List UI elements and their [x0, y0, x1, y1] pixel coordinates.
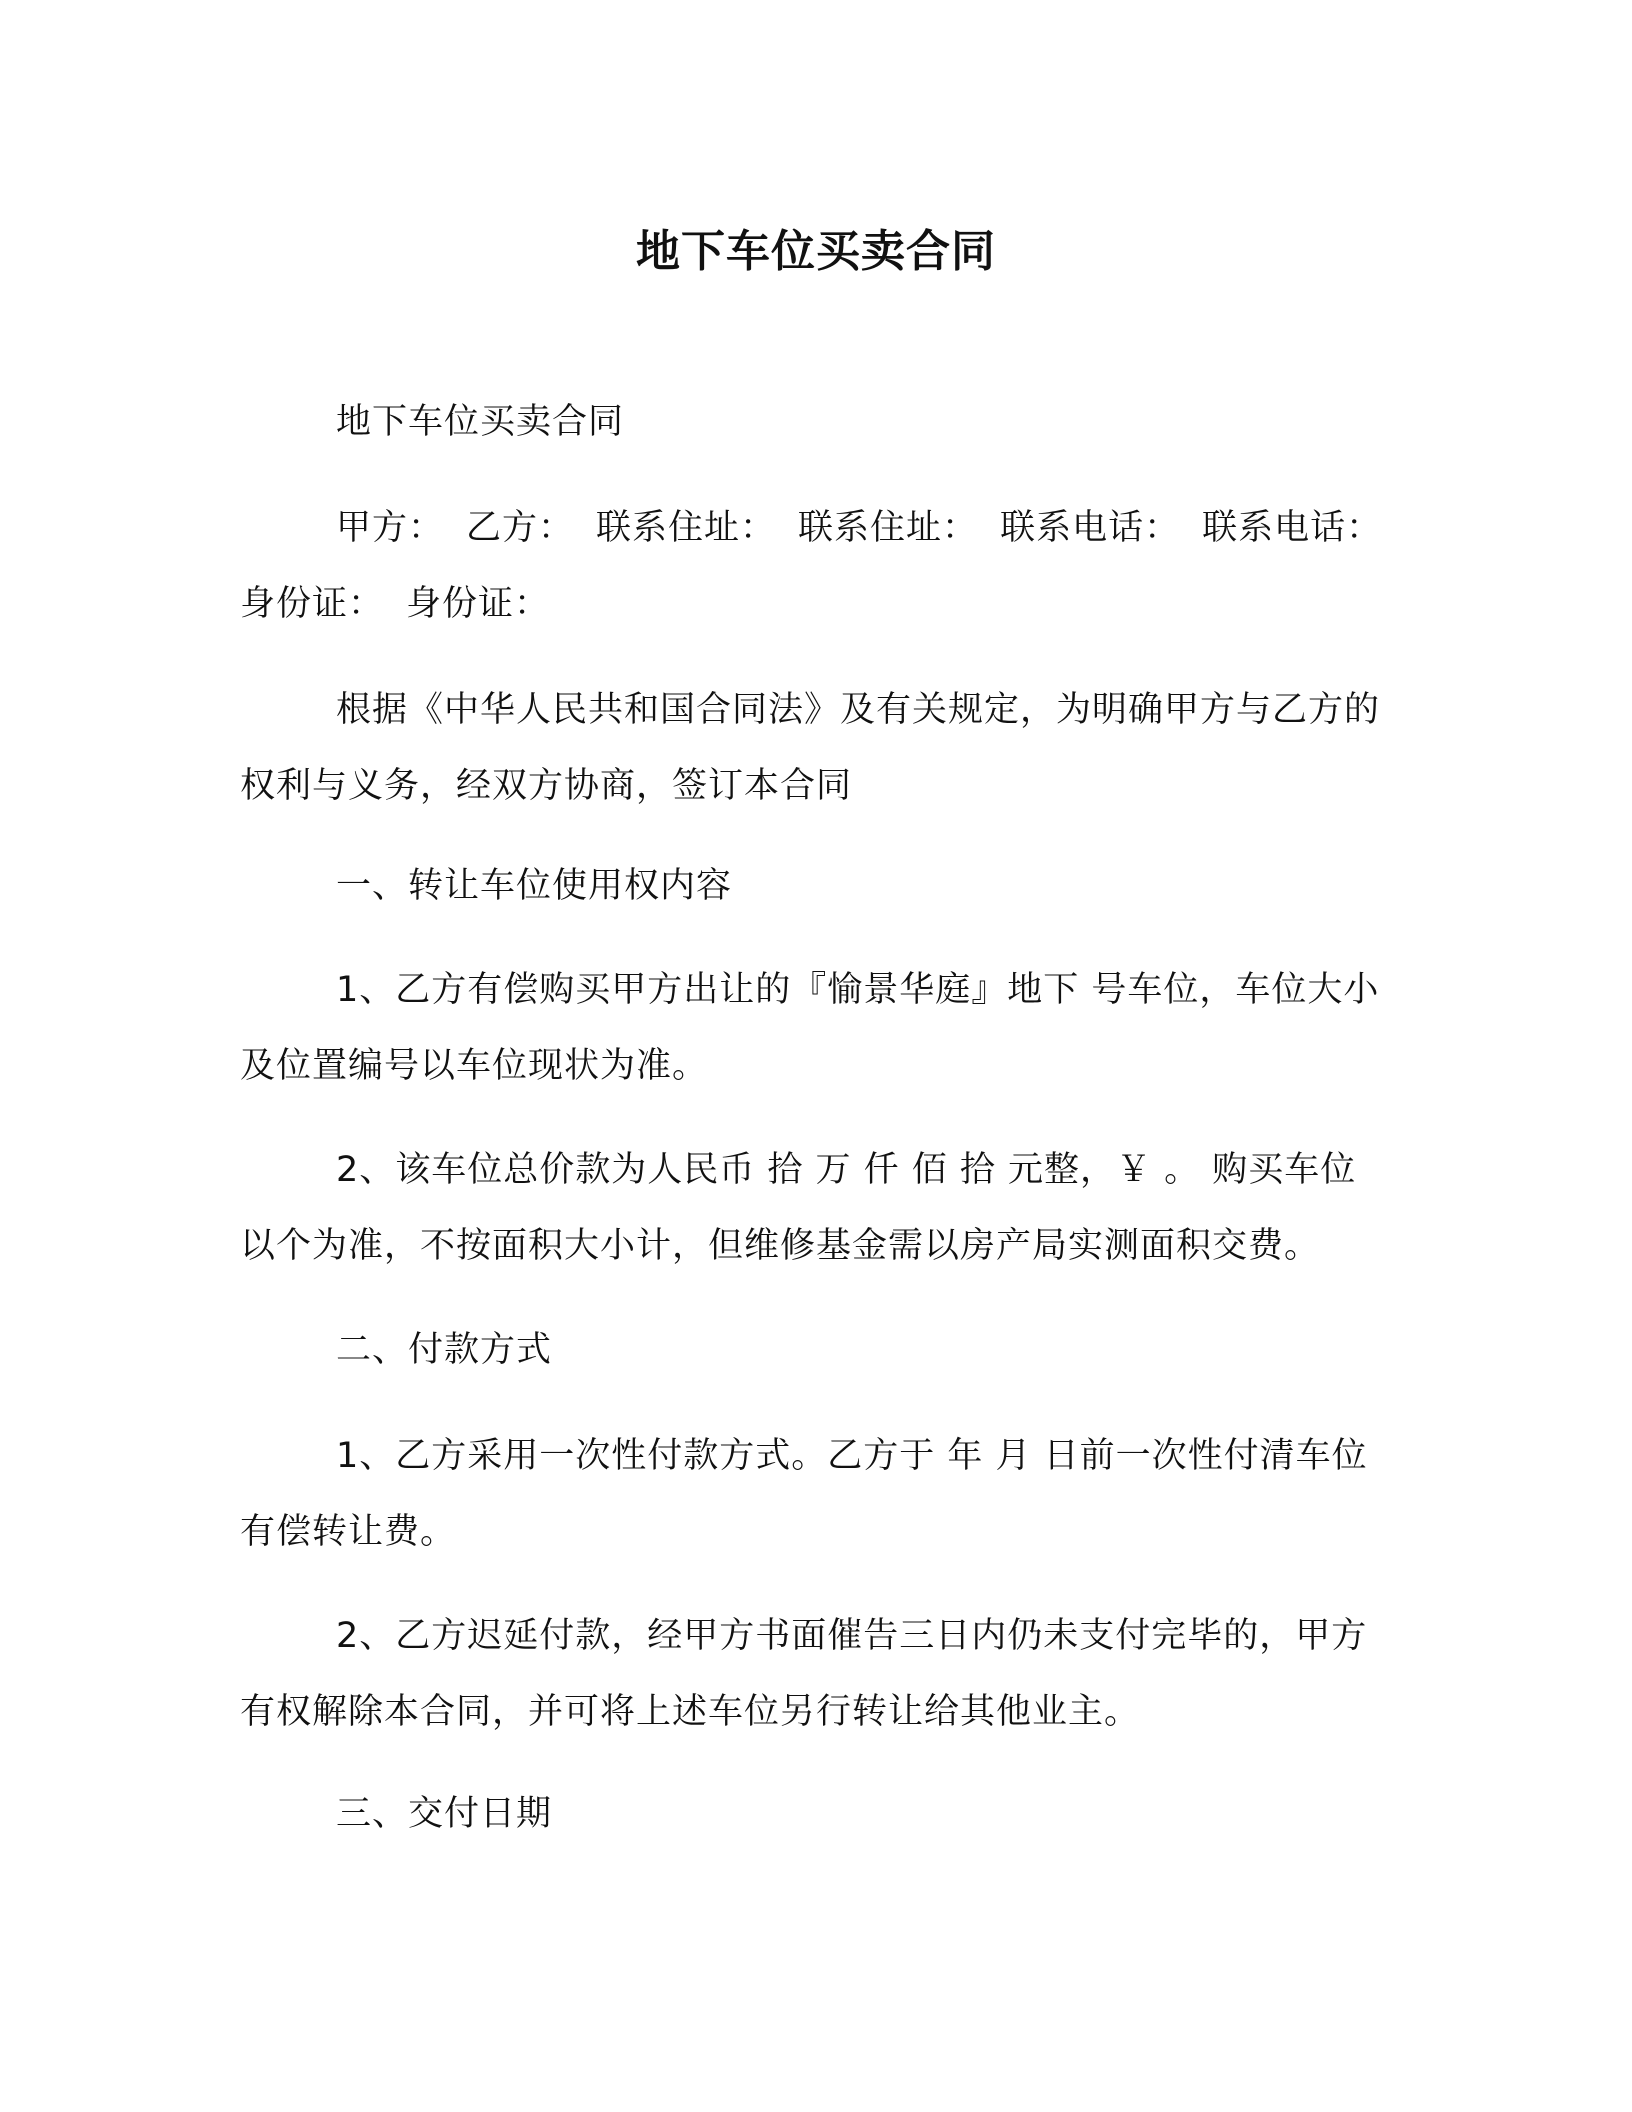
section-1-item-2: 2、该车位总价款为人民币 拾 万 仟 佰 拾 元整，￥ 。 购买车位以个为准，不按面积大小计，但维修基金需以房产局实测面积交费。 — [240, 1150, 1357, 1266]
address-a-label: 联系住址： — [596, 508, 777, 548]
parties-block — [240, 490, 1392, 642]
parties-row-1 — [240, 490, 1392, 566]
phone-b-label: 联系电话： — [1202, 508, 1383, 548]
party-b-label: 乙方： — [466, 508, 575, 548]
section-3-heading: 三、交付日期 — [336, 1794, 553, 1834]
section-2-heading: 二、付款方式 — [336, 1330, 553, 1370]
section-1-item-1: 1、乙方有偿购买甲方出让的『愉景华庭』地下 号车位，车位大小及位置编号以车位现状为准。 — [240, 970, 1380, 1086]
phone-a-label: 联系电话： — [1000, 508, 1181, 548]
section-2-item-2: 2、乙方迟延付款，经甲方书面催告三日内仍未支付完毕的，甲方有权解除本合同，并可将上述车位另行转让给其他业主。 — [240, 1616, 1368, 1732]
section-2-item-1: 1、乙方采用一次性付款方式。乙方于 年 月 日前一次性付清车位有偿转让费。 — [240, 1436, 1368, 1552]
address-b-label: 联系住址： — [798, 508, 979, 548]
id-a-label: 身份证： — [240, 584, 385, 624]
document-subtitle: 地下车位买卖合同 — [336, 402, 625, 442]
section-1-heading: 一、转让车位使用权内容 — [336, 866, 733, 906]
parties-row-2 — [240, 566, 1392, 642]
document-title: 地下车位买卖合同 — [636, 226, 996, 277]
preamble-paragraph: 根据《中华人民共和国合同法》及有关规定，为明确甲方与乙方的权利与义务，经双方协商，签订本合同 — [240, 690, 1381, 806]
id-b-label: 身份证： — [406, 584, 551, 624]
party-a-label: 甲方： — [336, 508, 445, 548]
